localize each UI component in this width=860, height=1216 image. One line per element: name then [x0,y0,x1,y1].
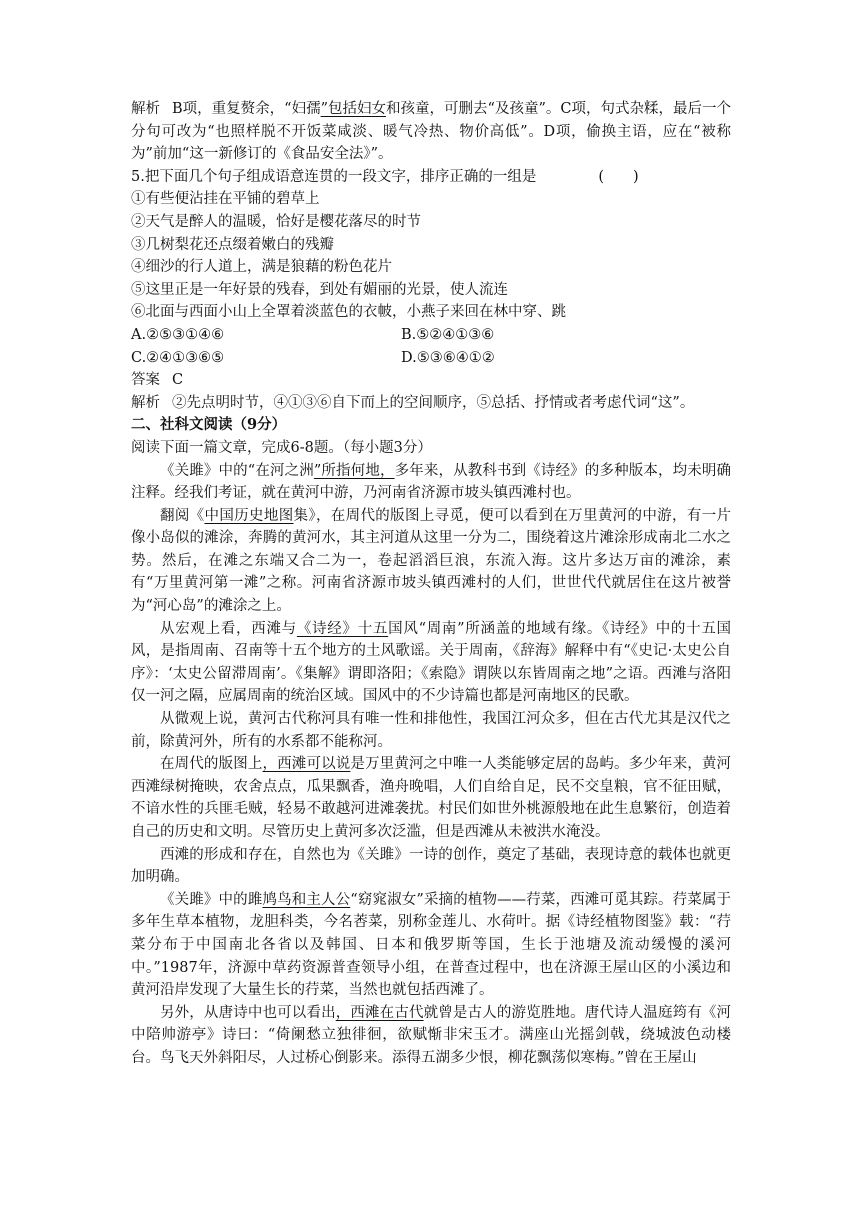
option-b: B.⑤②④①③⑥ [401,326,495,343]
analysis-text: B项，重复赘余，“妇孺 [172,101,321,117]
article-paragraph: 从微观上说，黄河古代称河具有唯一性和排他性，我国江河众多，但在古代尤其是汉代之前，除黄河外，所有的水系都不能称河。 [131,711,731,750]
option-a: A.②⑤③①④⑥ [131,326,225,343]
article-paragraph: 西滩的形成和存在，自然也为《关雎》一诗的创作，奠定了基础，表现诗意的载体也就更加明确。 [131,846,731,886]
options-row [131,324,731,347]
answer-label: 答案 [131,372,160,389]
sentence-item: ③几树梨花还点缀着嫩白的残瓣 [131,236,334,253]
document-page [131,98,731,1070]
options-row [131,347,731,370]
analysis-label: 解析 [131,394,160,411]
sentence-item: ①有些便沾挂在平铺的碧草上 [131,191,320,208]
article-paragraph: 另外，从唐诗中也可以看出，西滩在古代就曾是古人的游览胜地。唐代诗人温庭筠有《河中陪帅游亭》诗曰：“倚阑愁立独徘徊，欲赋惭非宋玉才。满座山光摇剑戟，绕城波色动楼台。鸟飞天外斜阳尽，人过桥心倒影来。添得五湖多少恨，柳花飘荡似寒梅。”曾在王屋山 [131,1004,732,1066]
analysis-text: 和孩童，可删去“及孩童”。C项，句式杂糅，最后一个分句可改为“也照样脱不开饭菜咸淡、暖气冷热、物价高低”。D项，偷换主语，应在“被称为”前加“这一新修订的《食品安全法》”。 [131,101,731,163]
article-paragraph: 翻阅《中国历史地图集》，在周代的版图上寻觅，便可以看到在万里黄河的中游，有一片像小岛似的滩涂，奔腾的黄河水，其主河道从这里一分为二，围绕着这片滩涂形成南北二水之势。然后，在滩之东端又合二为一，卷起滔滔巨浪，东流入海。这片多达万亩的滩涂，素有“万里黄河第一滩”之称。河南省济源市坡头镇西滩村的人们，世世代代就居住在这片被誉为“河心岛”的滩涂之上。 [131,507,732,615]
section-instruction: 阅读下面一篇文章，完成6-8题。（每小题3分） [131,439,432,456]
answer-line [131,369,731,392]
article-paragraph: 在周代的版图上，西滩可以说是万里黄河之中唯一人类能够定居的岛屿。多少年来，黄河西滩绿树掩映，农舍点点，瓜果飘香，渔舟晚唱，人们自给自足，民不交皇粮，官不征田赋，不谙水性的兵匪毛贼，轻易不敢越河进滩袭扰。村民们如世外桃源般地在此生息繁衍，创造着自己的历史和文明。尽管历史上黄河多次泛滥，但是西滩从未被洪水淹没。 [131,756,732,840]
sentence-item: ④细沙的行人道上，满是狼藉的粉色花片 [131,259,392,276]
article-paragraph: 从宏观上看，西滩与《诗经》十五国风“周南”所涵盖的地域有缘。《诗经》中的十五国风，是指周南、召南等十五个地方的土风歌谣。关于周南，《辞海》解释中有“《史记·太史公自序》：‘太史公留滞周南’。《集解》谓即洛阳；《索隐》谓陕以东皆周南之地”之语。西滩与洛阳仅一河之隔，应属周南的统治区域。国风中的不少诗篇也都是河南地区的民歌。 [131,620,732,705]
option-c: C.②④①③⑥⑤ [131,349,225,366]
question-5-stem: 5.把下面几个句子组成语意连贯的一段文字，排序正确的一组是 ( ) [131,166,731,189]
article-paragraph: 《关雎》中的雎鸠鸟和主人公“窈窕淑女”采摘的植物——荇菜，西滩可觅其踪。荇菜属于多年生草本植物，龙胆科类，今名莕菜，别称金莲儿、水荷叶。据《诗经植物图鉴》载：“荇菜分布于中国南北各省以及韩国、日本和俄罗斯等国，生长于池塘及流动缓慢的溪河中。”1987年，济源中草药资源普查领导小组，在普查过程中，也在济源王屋山区的小溪边和黄河沿岸发现了大量生长的荇菜，当然也就包括西滩了。 [131,891,732,999]
analysis-underlined-text: ”包括妇女 [320,101,387,117]
answer-value: C [172,372,184,389]
sentence-item: ⑤这里正是一年好景的残春，到处有媚丽的光景，使人流连 [131,281,508,298]
analysis-label: 解析 [131,101,161,117]
previous-analysis [131,98,731,166]
sentence-item: ②天气是醉人的温暖，恰好是樱花落尽的时节 [131,213,421,230]
analysis-text: ②先点明时节，④①③⑥自下而上的空间顺序，⑤总括、抒情或者考虑代词“这”。 [172,394,695,411]
article-paragraph: 《关雎》中的“在河之洲”所指何地，多年来，从教科书到《诗经》的多种版本，均未明确注释。经我们考证，就在黄河中游，乃河南省济源市坡头镇西滩村也。 [131,462,732,502]
analysis-line [131,392,731,415]
sentence-item: ⑥北面与西面小山上全罩着淡蓝色的衣帔，小燕子来回在林中穿、跳 [131,304,566,321]
option-d: D.⑤③⑥④①② [401,349,495,366]
answer-blank: ( ) [598,168,639,185]
section-heading: 二、社科文阅读（9分） [131,416,287,434]
